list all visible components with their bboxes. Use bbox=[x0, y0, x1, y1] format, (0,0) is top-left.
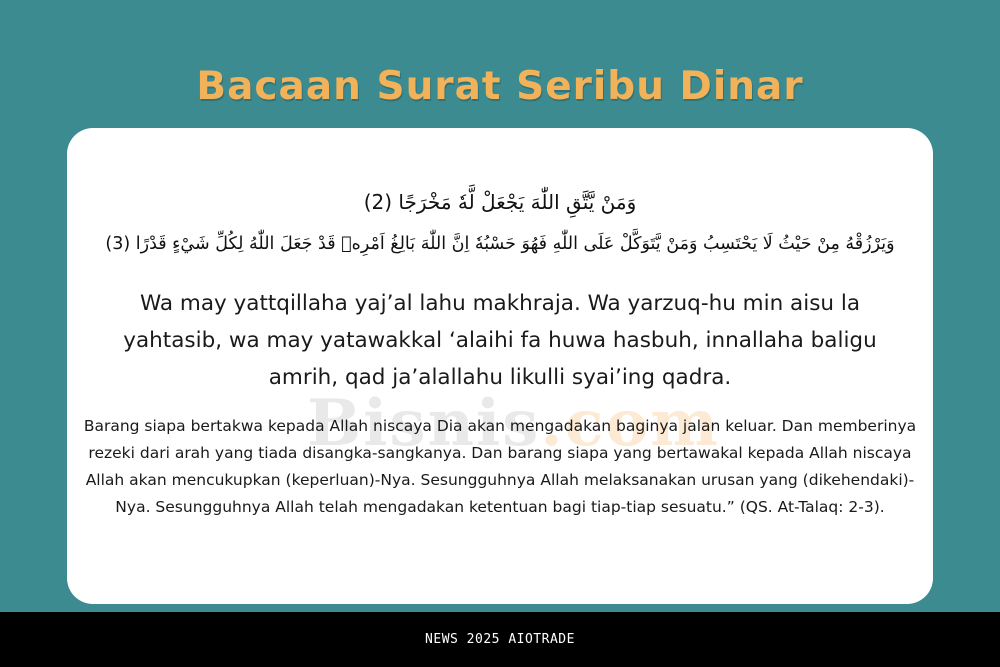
arabic-verse-2: وَمَنْ يَّتَّقِ اللّٰهَ يَجْعَلْ لَّهٗ مَخْرَجًا (2) bbox=[363, 190, 637, 214]
watermark-brand: Bisnis bbox=[307, 386, 541, 461]
footer-text: NEWS 2025 AIOTRADE bbox=[425, 632, 575, 647]
page-title: Bacaan Surat Seribu Dinar bbox=[196, 64, 804, 109]
content-card bbox=[67, 128, 933, 604]
translation-text: Barang siapa bertakwa kepada Allah niscaya Dia akan mengadakan baginya jalan keluar. Dan memberinya rezeki dari arah yang tiada disangka-sangkanya. Dan barang siapa yang bertawakal kepada Allah niscaya Allah akan mencukupkan (keperluan)-Nya. Sesungguhnya Allah melaksanakan urusan yang (dikehendaki)-Nya. Sesungguhnya Allah telah mengadakan ketentuan bagi tiap-tiap sesuatu.” (QS. At-Talaq: 2-3). bbox=[83, 417, 917, 516]
watermark-suffix: .com bbox=[540, 386, 720, 461]
footer-bar bbox=[0, 612, 1000, 667]
transliteration-text: Wa may yattqillaha yaj’al lahu makhraja. Wa yarzuq-hu min aisu la yahtasib, wa may yatawakkal ‘alaihi fa huwa hasbuh, innallaha baligu amrih, qad ja’alallahu likulli syai’ing qadra. bbox=[123, 291, 877, 390]
arabic-verse-3: وَيَرْزُقْهُ مِنْ حَيْثُ لَا يَحْتَسِبُ وَمَنْ يَّتَوَكَّلْ عَلَى اللّٰهِ فَهُوَ حَسْبُهٗ اِنَّ اللّٰهَ بَالِغُ اَمْرِهٖ قَدْ جَعَلَ اللّٰهُ لِكُلِّ شَيْءٍ قَدْرًا (3) bbox=[105, 234, 895, 254]
